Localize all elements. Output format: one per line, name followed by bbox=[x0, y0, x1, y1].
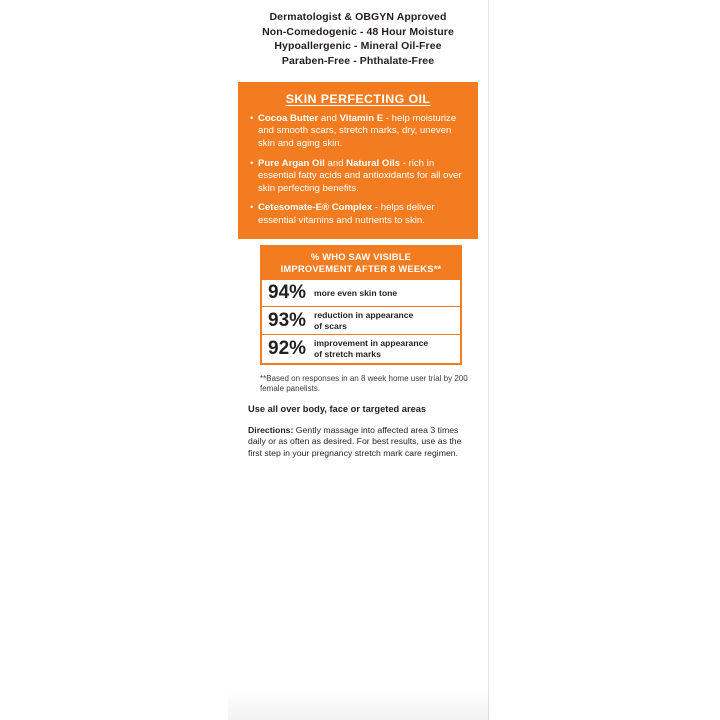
benefit-bullet-1 bbox=[250, 113, 466, 150]
results-header-line-2: IMPROVEMENT AFTER 8 WEEKS** bbox=[280, 262, 442, 274]
stat-percent: 94% bbox=[268, 282, 307, 304]
claim-line-3: Hypoallergenic - Mineral Oil-Free bbox=[274, 40, 442, 53]
benefit-2-body: - rich in essential fatty acids and antioxidants for all over skin perfecting benefits. bbox=[258, 157, 462, 194]
stat-label-line-1: improvement in appearance bbox=[314, 338, 429, 349]
stat-label-line-2: of stretch marks bbox=[314, 348, 381, 359]
benefit-1-conj: and bbox=[318, 113, 340, 124]
stat-percent: 93% bbox=[268, 309, 307, 331]
benefit-3-lead: Cetesomate-E® Complex bbox=[258, 202, 373, 214]
results-table bbox=[260, 245, 462, 365]
benefit-2-lead2: Natural Oils bbox=[346, 157, 401, 169]
results-table-header bbox=[262, 247, 460, 279]
results-header-line-1: % WHO SAW VISIBLE bbox=[310, 251, 412, 262]
panel-title: SKIN PERFECTING OIL bbox=[285, 92, 431, 106]
table-row bbox=[262, 306, 460, 334]
claim-line-1: Dermatologist & OBGYN Approved bbox=[269, 11, 447, 23]
benefit-1-body: - help moisturize and smooth scars, stretch marks, dry, uneven skin and aging skin. bbox=[258, 113, 457, 149]
bullet-dot-icon: • bbox=[250, 113, 254, 124]
claim-line-4: Paraben-Free - Phthalate-Free bbox=[281, 54, 435, 67]
directions-block bbox=[248, 425, 470, 459]
table-row bbox=[262, 334, 460, 362]
results-footnote: **Based on responses in an 8 week home user trial by 200 female panelists. bbox=[260, 374, 468, 393]
benefit-1-lead2: Vitamin E bbox=[339, 113, 384, 124]
package-bottom-shadow bbox=[228, 690, 489, 720]
usage-text: Use all over body, face or targeted areas bbox=[248, 404, 427, 414]
benefit-1-lead: Cocoa Butter bbox=[258, 113, 319, 124]
table-row bbox=[262, 279, 460, 306]
claim-line-2: Non-Comedogenic - 48 Hour Moisture bbox=[262, 25, 454, 38]
stat-label-line-1: more even skin tone bbox=[314, 287, 398, 298]
bullet-dot-icon: • bbox=[250, 157, 254, 169]
stat-label bbox=[314, 310, 413, 331]
bullet-dot-icon: • bbox=[250, 202, 254, 214]
stat-label bbox=[314, 288, 397, 299]
benefit-2-conj: and bbox=[324, 157, 347, 169]
claims-block bbox=[228, 10, 488, 68]
benefit-2-lead: Pure Argan Oil bbox=[258, 157, 325, 169]
directions-text: Gently massage into affected area 3 times daily or as often as desired. For best results, use as the first step in your pregnancy stretch mark care regimen. bbox=[248, 425, 462, 458]
stat-percent: 92% bbox=[268, 337, 307, 359]
benefit-3-body: - helps deliver essential vitamins and nutrients to skin. bbox=[258, 202, 435, 226]
benefit-bullet-3 bbox=[250, 202, 466, 227]
stat-label-line-2: of scars bbox=[314, 320, 347, 331]
benefit-bullet-2 bbox=[250, 158, 466, 195]
stat-label-line-1: reduction in appearance bbox=[314, 310, 414, 321]
stat-label bbox=[314, 338, 428, 359]
directions-label: Directions: bbox=[248, 425, 294, 435]
skin-perfecting-oil-panel bbox=[238, 82, 478, 239]
product-package-panel bbox=[228, 0, 488, 720]
